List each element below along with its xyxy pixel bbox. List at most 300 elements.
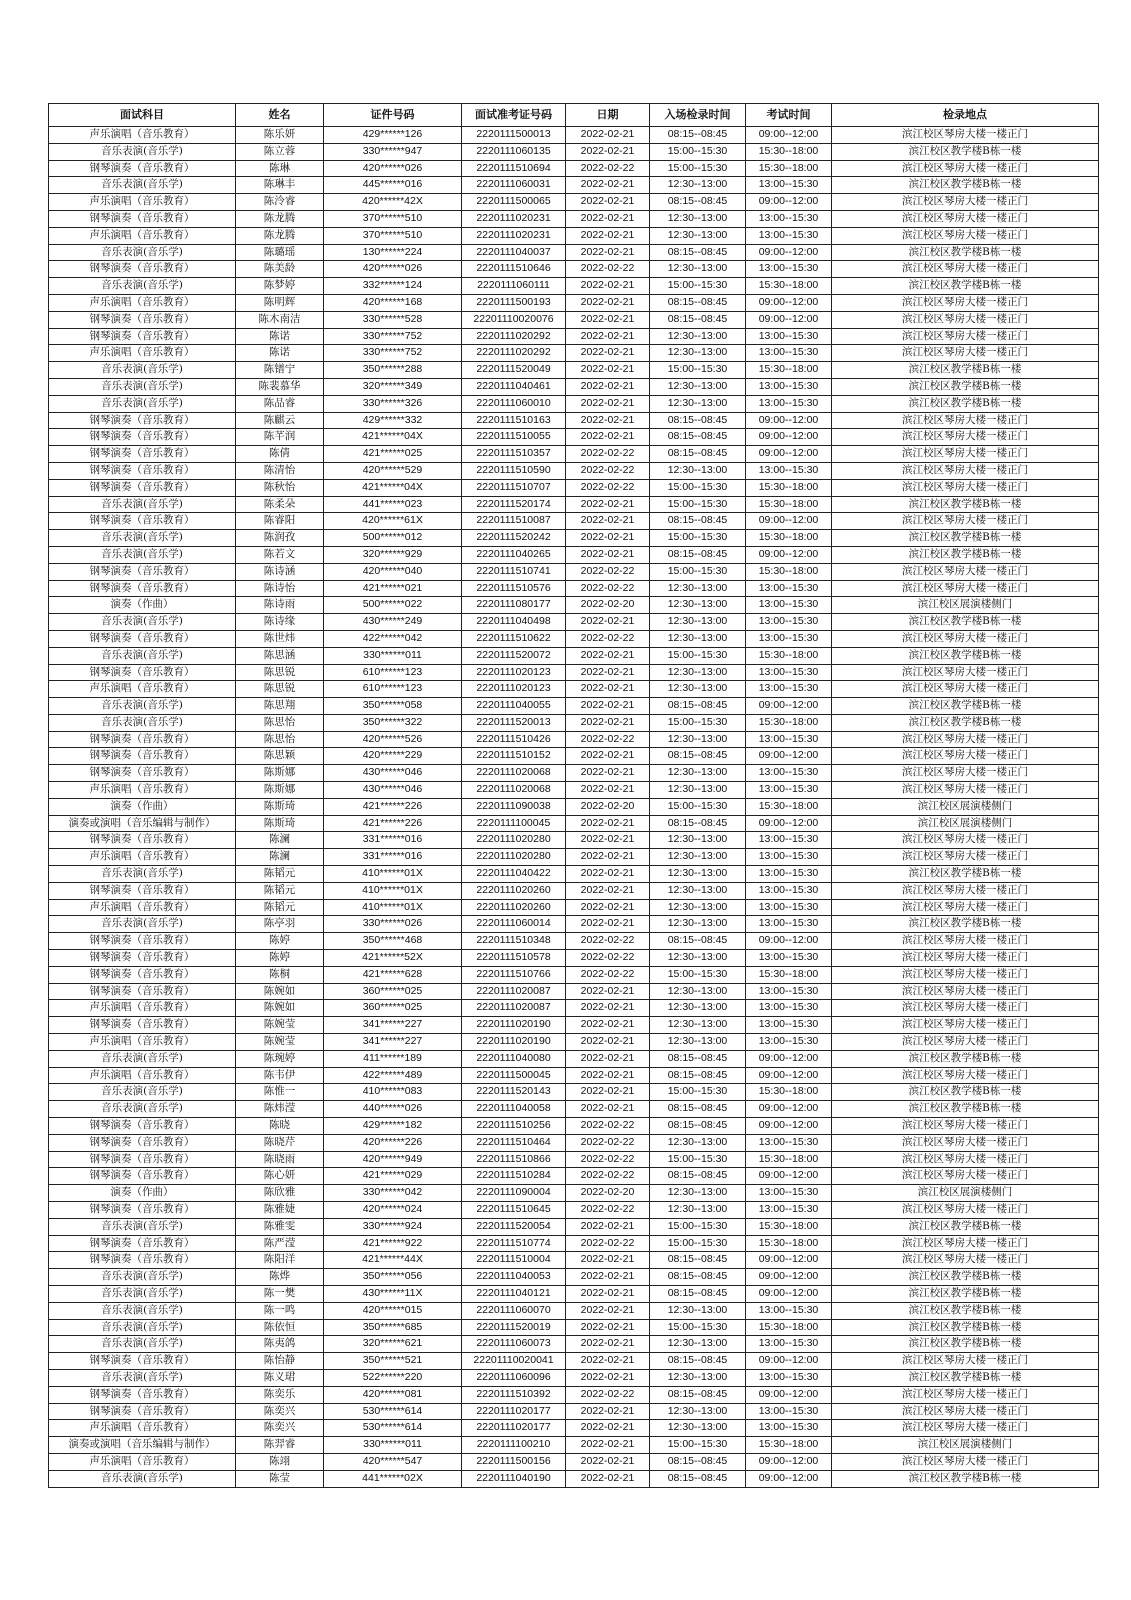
cell-checkin-time: 12:30--13:00 [650, 1369, 746, 1386]
cell-id-number: 360******025 [324, 1000, 462, 1017]
table-row [49, 194, 1099, 211]
cell-name: 陈乐妍 [236, 127, 324, 144]
cell-subject: 钢琴演奏（音乐教育） [49, 664, 236, 681]
cell-checkin-time: 12:30--13:00 [650, 1034, 746, 1051]
col-name: 姓名 [236, 104, 324, 127]
cell-location: 滨江校区琴房大楼一楼正门 [832, 681, 1099, 698]
cell-name: 陈澜 [236, 849, 324, 866]
cell-date: 2022-02-22 [566, 630, 650, 647]
cell-checkin-time: 15:00--15:30 [650, 143, 746, 160]
cell-name: 陈思怡 [236, 731, 324, 748]
table-row [49, 815, 1099, 832]
cell-id-number: 360******025 [324, 983, 462, 1000]
cell-ticket-number: 2220111060010 [462, 395, 566, 412]
cell-id-number: 350******288 [324, 362, 462, 379]
cell-checkin-time: 15:00--15:30 [650, 530, 746, 547]
cell-ticket-number: 2220111520019 [462, 1319, 566, 1336]
cell-checkin-time: 08:15--08:45 [650, 1353, 746, 1370]
cell-date: 2022-02-21 [566, 1420, 650, 1437]
cell-checkin-time: 12:30--13:00 [650, 630, 746, 647]
cell-exam-time: 15:30--18:00 [746, 647, 832, 664]
table-row [49, 1151, 1099, 1168]
cell-location: 滨江校区教学楼B栋一楼 [832, 496, 1099, 513]
cell-ticket-number: 2220111020190 [462, 1017, 566, 1034]
cell-name: 陈梦婷 [236, 278, 324, 295]
cell-date: 2022-02-21 [566, 143, 650, 160]
cell-ticket-number: 2220111510426 [462, 731, 566, 748]
cell-subject: 音乐表演(音乐学) [49, 362, 236, 379]
cell-name: 陈龙腾 [236, 210, 324, 227]
cell-ticket-number: 2220111510163 [462, 412, 566, 429]
cell-name: 陈品睿 [236, 395, 324, 412]
cell-name: 陈倩 [236, 446, 324, 463]
cell-date: 2022-02-21 [566, 244, 650, 261]
cell-location: 滨江校区琴房大楼一楼正门 [832, 127, 1099, 144]
cell-location: 滨江校区教学楼B栋一楼 [832, 698, 1099, 715]
cell-name: 陈斯娜 [236, 765, 324, 782]
cell-location: 滨江校区琴房大楼一楼正门 [832, 882, 1099, 899]
cell-location: 滨江校区展演楼侧门 [832, 1437, 1099, 1454]
cell-date: 2022-02-21 [566, 378, 650, 395]
cell-date: 2022-02-21 [566, 278, 650, 295]
cell-exam-time: 09:00--12:00 [746, 1269, 832, 1286]
cell-date: 2022-02-21 [566, 546, 650, 563]
cell-exam-time: 13:00--15:30 [746, 597, 832, 614]
cell-exam-time: 13:00--15:30 [746, 832, 832, 849]
cell-location: 滨江校区教学楼B栋一楼 [832, 143, 1099, 160]
cell-location: 滨江校区琴房大楼一楼正门 [832, 261, 1099, 278]
cell-subject: 声乐演唱（音乐教育） [49, 345, 236, 362]
cell-subject: 钢琴演奏（音乐教育） [49, 210, 236, 227]
cell-exam-time: 13:00--15:30 [746, 681, 832, 698]
cell-checkin-time: 15:00--15:30 [650, 714, 746, 731]
cell-subject: 音乐表演(音乐学) [49, 714, 236, 731]
cell-subject: 音乐表演(音乐学) [49, 1369, 236, 1386]
cell-ticket-number: 2220111020292 [462, 345, 566, 362]
cell-name: 陈亭羽 [236, 916, 324, 933]
cell-ticket-number: 22201110020041 [462, 1353, 566, 1370]
cell-subject: 钢琴演奏（音乐教育） [49, 513, 236, 530]
cell-subject: 音乐表演(音乐学) [49, 1269, 236, 1286]
cell-date: 2022-02-21 [566, 227, 650, 244]
cell-location: 滨江校区教学楼B栋一楼 [832, 1285, 1099, 1302]
cell-id-number: 350******322 [324, 714, 462, 731]
table-row [49, 681, 1099, 698]
cell-exam-time: 15:30--18:00 [746, 160, 832, 177]
cell-exam-time: 15:30--18:00 [746, 496, 832, 513]
cell-ticket-number: 2220111020280 [462, 832, 566, 849]
cell-exam-time: 09:00--12:00 [746, 748, 832, 765]
cell-location: 滨江校区教学楼B栋一楼 [832, 866, 1099, 883]
cell-exam-time: 09:00--12:00 [746, 1453, 832, 1470]
cell-date: 2022-02-20 [566, 798, 650, 815]
cell-location: 滨江校区琴房大楼一楼正门 [832, 429, 1099, 446]
cell-date: 2022-02-21 [566, 362, 650, 379]
cell-subject: 演奏或演唱（音乐编辑与制作） [49, 1437, 236, 1454]
cell-subject: 钢琴演奏（音乐教育） [49, 160, 236, 177]
cell-ticket-number: 2220111020280 [462, 849, 566, 866]
table-row [49, 546, 1099, 563]
cell-location: 滨江校区琴房大楼一楼正门 [832, 311, 1099, 328]
cell-checkin-time: 08:15--08:45 [650, 1453, 746, 1470]
cell-subject: 音乐表演(音乐学) [49, 1470, 236, 1487]
cell-id-number: 420******529 [324, 462, 462, 479]
cell-exam-time: 09:00--12:00 [746, 1353, 832, 1370]
cell-id-number: 430******249 [324, 614, 462, 631]
cell-ticket-number: 2220111520072 [462, 647, 566, 664]
cell-date: 2022-02-21 [566, 1403, 650, 1420]
cell-checkin-time: 08:15--08:45 [650, 412, 746, 429]
cell-name: 陈婷 [236, 933, 324, 950]
cell-location: 滨江校区琴房大楼一楼正门 [832, 294, 1099, 311]
cell-ticket-number: 2220111040422 [462, 866, 566, 883]
cell-date: 2022-02-21 [566, 1285, 650, 1302]
cell-location: 滨江校区琴房大楼一楼正门 [832, 748, 1099, 765]
cell-checkin-time: 12:30--13:00 [650, 580, 746, 597]
cell-checkin-time: 12:30--13:00 [650, 1017, 746, 1034]
cell-id-number: 610******123 [324, 681, 462, 698]
table-row [49, 933, 1099, 950]
cell-location: 滨江校区教学楼B栋一楼 [832, 362, 1099, 379]
cell-id-number: 420******949 [324, 1151, 462, 1168]
cell-ticket-number: 2220111510464 [462, 1134, 566, 1151]
cell-exam-time: 15:30--18:00 [746, 530, 832, 547]
cell-checkin-time: 12:30--13:00 [650, 1185, 746, 1202]
cell-ticket-number: 2220111500013 [462, 127, 566, 144]
cell-ticket-number: 2220111040265 [462, 546, 566, 563]
cell-exam-time: 09:00--12:00 [746, 1386, 832, 1403]
cell-checkin-time: 15:00--15:30 [650, 496, 746, 513]
cell-ticket-number: 2220111510707 [462, 479, 566, 496]
cell-exam-time: 09:00--12:00 [746, 698, 832, 715]
cell-exam-time: 09:00--12:00 [746, 446, 832, 463]
cell-name: 陈木南洁 [236, 311, 324, 328]
cell-checkin-time: 08:15--08:45 [650, 1101, 746, 1118]
cell-exam-time: 13:00--15:30 [746, 580, 832, 597]
cell-location: 滨江校区教学楼B栋一楼 [832, 1101, 1099, 1118]
cell-id-number: 410******01X [324, 866, 462, 883]
cell-subject: 钢琴演奏（音乐教育） [49, 1134, 236, 1151]
cell-exam-time: 13:00--15:30 [746, 1420, 832, 1437]
cell-subject: 音乐表演(音乐学) [49, 496, 236, 513]
table-row [49, 1437, 1099, 1454]
cell-name: 陈润孜 [236, 530, 324, 547]
cell-ticket-number: 2220111020123 [462, 664, 566, 681]
table-row [49, 378, 1099, 395]
cell-id-number: 522******220 [324, 1369, 462, 1386]
cell-id-number: 421******025 [324, 446, 462, 463]
cell-exam-time: 09:00--12:00 [746, 1050, 832, 1067]
cell-name: 陈心妍 [236, 1168, 324, 1185]
cell-checkin-time: 08:15--08:45 [650, 1269, 746, 1286]
cell-ticket-number: 2220111020260 [462, 899, 566, 916]
cell-checkin-time: 12:30--13:00 [650, 664, 746, 681]
cell-subject: 钢琴演奏（音乐教育） [49, 966, 236, 983]
cell-date: 2022-02-22 [566, 1151, 650, 1168]
cell-date: 2022-02-21 [566, 1101, 650, 1118]
cell-location: 滨江校区琴房大楼一楼正门 [832, 849, 1099, 866]
cell-location: 滨江校区琴房大楼一楼正门 [832, 950, 1099, 967]
cell-subject: 演奏或演唱（音乐编辑与制作） [49, 815, 236, 832]
cell-location: 滨江校区教学楼B栋一楼 [832, 916, 1099, 933]
cell-id-number: 370******510 [324, 227, 462, 244]
cell-subject: 音乐表演(音乐学) [49, 698, 236, 715]
cell-ticket-number: 2220111510392 [462, 1386, 566, 1403]
cell-location: 滨江校区琴房大楼一楼正门 [832, 462, 1099, 479]
cell-date: 2022-02-21 [566, 765, 650, 782]
table-row [49, 1252, 1099, 1269]
table-row [49, 1050, 1099, 1067]
cell-location: 滨江校区展演楼侧门 [832, 597, 1099, 614]
cell-name: 陈婉莹 [236, 1017, 324, 1034]
cell-id-number: 420******026 [324, 261, 462, 278]
cell-id-number: 350******521 [324, 1353, 462, 1370]
cell-location: 滨江校区琴房大楼一楼正门 [832, 933, 1099, 950]
cell-ticket-number: 2220111020292 [462, 328, 566, 345]
cell-id-number: 420******040 [324, 563, 462, 580]
cell-exam-time: 09:00--12:00 [746, 546, 832, 563]
cell-id-number: 422******042 [324, 630, 462, 647]
cell-date: 2022-02-21 [566, 1470, 650, 1487]
cell-id-number: 441******023 [324, 496, 462, 513]
cell-ticket-number: 2220111060014 [462, 916, 566, 933]
cell-subject: 音乐表演(音乐学) [49, 1336, 236, 1353]
cell-id-number: 350******058 [324, 698, 462, 715]
table-row [49, 580, 1099, 597]
cell-id-number: 421******021 [324, 580, 462, 597]
cell-location: 滨江校区琴房大楼一楼正门 [832, 345, 1099, 362]
cell-checkin-time: 12:30--13:00 [650, 899, 746, 916]
cell-name: 陈睿阳 [236, 513, 324, 530]
cell-ticket-number: 2220111510622 [462, 630, 566, 647]
cell-ticket-number: 2220111520049 [462, 362, 566, 379]
cell-ticket-number: 2220111510055 [462, 429, 566, 446]
cell-date: 2022-02-21 [566, 311, 650, 328]
cell-date: 2022-02-21 [566, 496, 650, 513]
cell-ticket-number: 2220111020087 [462, 1000, 566, 1017]
cell-subject: 钢琴演奏（音乐教育） [49, 429, 236, 446]
cell-name: 陈婉如 [236, 983, 324, 1000]
cell-checkin-time: 12:30--13:00 [650, 1134, 746, 1151]
cell-checkin-time: 12:30--13:00 [650, 1420, 746, 1437]
cell-exam-time: 15:30--18:00 [746, 966, 832, 983]
cell-checkin-time: 12:30--13:00 [650, 1336, 746, 1353]
cell-id-number: 420******547 [324, 1453, 462, 1470]
cell-subject: 钢琴演奏（音乐教育） [49, 580, 236, 597]
cell-ticket-number: 2220111020260 [462, 882, 566, 899]
cell-id-number: 421******52X [324, 950, 462, 967]
cell-name: 陈阳洋 [236, 1252, 324, 1269]
cell-location: 滨江校区琴房大楼一楼正门 [832, 328, 1099, 345]
cell-exam-time: 13:00--15:30 [746, 950, 832, 967]
table-row [49, 698, 1099, 715]
cell-checkin-time: 12:30--13:00 [650, 866, 746, 883]
cell-ticket-number: 2220111060096 [462, 1369, 566, 1386]
cell-ticket-number: 2220111510646 [462, 261, 566, 278]
cell-location: 滨江校区教学楼B栋一楼 [832, 1302, 1099, 1319]
cell-id-number: 530******614 [324, 1420, 462, 1437]
cell-checkin-time: 08:15--08:45 [650, 1050, 746, 1067]
cell-location: 滨江校区琴房大楼一楼正门 [832, 227, 1099, 244]
table-row [49, 1386, 1099, 1403]
cell-exam-time: 09:00--12:00 [746, 815, 832, 832]
cell-subject: 钢琴演奏（音乐教育） [49, 1151, 236, 1168]
cell-date: 2022-02-21 [566, 194, 650, 211]
table-row [49, 294, 1099, 311]
cell-date: 2022-02-22 [566, 160, 650, 177]
cell-checkin-time: 12:30--13:00 [650, 1202, 746, 1219]
cell-exam-time: 15:30--18:00 [746, 1437, 832, 1454]
table-row [49, 563, 1099, 580]
cell-id-number: 430******046 [324, 782, 462, 799]
cell-checkin-time: 12:30--13:00 [650, 1403, 746, 1420]
table-row [49, 748, 1099, 765]
cell-date: 2022-02-22 [566, 1118, 650, 1135]
cell-location: 滨江校区教学楼B栋一楼 [832, 546, 1099, 563]
cell-location: 滨江校区教学楼B栋一楼 [832, 1369, 1099, 1386]
cell-location: 滨江校区教学楼B栋一楼 [832, 278, 1099, 295]
cell-id-number: 429******126 [324, 127, 462, 144]
cell-ticket-number: 2220111020231 [462, 210, 566, 227]
cell-ticket-number: 2220111500193 [462, 294, 566, 311]
cell-location: 滨江校区琴房大楼一楼正门 [832, 563, 1099, 580]
cell-name: 陈世炜 [236, 630, 324, 647]
cell-name: 陈思怡 [236, 714, 324, 731]
cell-location: 滨江校区展演楼侧门 [832, 798, 1099, 815]
cell-ticket-number: 2220111510694 [462, 160, 566, 177]
cell-location: 滨江校区琴房大楼一楼正门 [832, 1134, 1099, 1151]
cell-subject: 钢琴演奏（音乐教育） [49, 563, 236, 580]
cell-date: 2022-02-22 [566, 731, 650, 748]
cell-id-number: 350******685 [324, 1319, 462, 1336]
cell-checkin-time: 15:00--15:30 [650, 1437, 746, 1454]
table-row [49, 849, 1099, 866]
cell-date: 2022-02-22 [566, 950, 650, 967]
cell-name: 陈璐瑶 [236, 244, 324, 261]
cell-location: 滨江校区琴房大楼一楼正门 [832, 1403, 1099, 1420]
cell-date: 2022-02-21 [566, 1336, 650, 1353]
cell-name: 陈惟一 [236, 1084, 324, 1101]
cell-exam-time: 13:00--15:30 [746, 782, 832, 799]
cell-ticket-number: 2220111060111 [462, 278, 566, 295]
cell-subject: 音乐表演(音乐学) [49, 1319, 236, 1336]
cell-ticket-number: 2220111510256 [462, 1118, 566, 1135]
cell-id-number: 420******026 [324, 160, 462, 177]
cell-id-number: 420******168 [324, 294, 462, 311]
cell-checkin-time: 12:30--13:00 [650, 765, 746, 782]
cell-subject: 音乐表演(音乐学) [49, 614, 236, 631]
cell-ticket-number: 2220111020177 [462, 1403, 566, 1420]
cell-date: 2022-02-22 [566, 1168, 650, 1185]
cell-location: 滨江校区教学楼B栋一楼 [832, 1050, 1099, 1067]
cell-subject: 音乐表演(音乐学) [49, 1285, 236, 1302]
cell-date: 2022-02-21 [566, 681, 650, 698]
cell-subject: 钢琴演奏（音乐教育） [49, 765, 236, 782]
cell-subject: 声乐演唱（音乐教育） [49, 294, 236, 311]
cell-ticket-number: 2220111510357 [462, 446, 566, 463]
cell-date: 2022-02-21 [566, 395, 650, 412]
cell-id-number: 370******510 [324, 210, 462, 227]
cell-subject: 钢琴演奏（音乐教育） [49, 950, 236, 967]
cell-location: 滨江校区琴房大楼一楼正门 [832, 782, 1099, 799]
cell-id-number: 341******227 [324, 1017, 462, 1034]
cell-location: 滨江校区教学楼B栋一楼 [832, 1084, 1099, 1101]
cell-id-number: 421******922 [324, 1235, 462, 1252]
cell-checkin-time: 15:00--15:30 [650, 647, 746, 664]
cell-exam-time: 09:00--12:00 [746, 244, 832, 261]
cell-name: 陈晓雨 [236, 1151, 324, 1168]
cell-id-number: 410******01X [324, 899, 462, 916]
cell-subject: 钢琴演奏（音乐教育） [49, 1118, 236, 1135]
cell-date: 2022-02-21 [566, 127, 650, 144]
cell-name: 陈镨宁 [236, 362, 324, 379]
table-row [49, 513, 1099, 530]
cell-location: 滨江校区琴房大楼一楼正门 [832, 1386, 1099, 1403]
cell-name: 陈夷鸽 [236, 1336, 324, 1353]
cell-id-number: 420******229 [324, 748, 462, 765]
cell-name: 陈思锐 [236, 664, 324, 681]
cell-location: 滨江校区琴房大楼一楼正门 [832, 1067, 1099, 1084]
table-row [49, 479, 1099, 496]
table-row [49, 1101, 1099, 1118]
table-row [49, 1118, 1099, 1135]
cell-ticket-number: 2220111020231 [462, 227, 566, 244]
cell-name: 陈婉莹 [236, 1034, 324, 1051]
cell-name: 陈斯琦 [236, 798, 324, 815]
cell-date: 2022-02-21 [566, 1218, 650, 1235]
cell-exam-time: 15:30--18:00 [746, 798, 832, 815]
cell-exam-time: 13:00--15:30 [746, 882, 832, 899]
cell-ticket-number: 2220111090004 [462, 1185, 566, 1202]
cell-subject: 声乐演唱（音乐教育） [49, 849, 236, 866]
cell-ticket-number: 2220111040055 [462, 698, 566, 715]
cell-location: 滨江校区教学楼B栋一楼 [832, 647, 1099, 664]
cell-checkin-time: 12:30--13:00 [650, 832, 746, 849]
cell-location: 滨江校区教学楼B栋一楼 [832, 1269, 1099, 1286]
cell-location: 滨江校区琴房大楼一楼正门 [832, 899, 1099, 916]
cell-name: 陈韬元 [236, 899, 324, 916]
table-row [49, 614, 1099, 631]
cell-checkin-time: 15:00--15:30 [650, 1235, 746, 1252]
cell-exam-time: 13:00--15:30 [746, 210, 832, 227]
table-row [49, 1000, 1099, 1017]
cell-name: 陈奕乐 [236, 1386, 324, 1403]
cell-checkin-time: 12:30--13:00 [650, 328, 746, 345]
cell-ticket-number: 2220111520013 [462, 714, 566, 731]
cell-ticket-number: 2220111510866 [462, 1151, 566, 1168]
cell-date: 2022-02-21 [566, 647, 650, 664]
cell-subject: 演奏（作曲） [49, 597, 236, 614]
cell-exam-time: 09:00--12:00 [746, 294, 832, 311]
cell-date: 2022-02-21 [566, 1050, 650, 1067]
cell-name: 陈晓 [236, 1118, 324, 1135]
cell-date: 2022-02-22 [566, 1202, 650, 1219]
cell-location: 滨江校区琴房大楼一楼正门 [832, 1168, 1099, 1185]
cell-location: 滨江校区琴房大楼一楼正门 [832, 1151, 1099, 1168]
cell-location: 滨江校区琴房大楼一楼正门 [832, 1453, 1099, 1470]
cell-date: 2022-02-22 [566, 261, 650, 278]
cell-checkin-time: 12:30--13:00 [650, 916, 746, 933]
cell-exam-time: 09:00--12:00 [746, 127, 832, 144]
table-row [49, 1235, 1099, 1252]
cell-checkin-time: 12:30--13:00 [650, 210, 746, 227]
cell-name: 陈诺 [236, 345, 324, 362]
cell-checkin-time: 12:30--13:00 [650, 597, 746, 614]
cell-subject: 声乐演唱（音乐教育） [49, 1067, 236, 1084]
table-row [49, 1269, 1099, 1286]
cell-checkin-time: 12:30--13:00 [650, 614, 746, 631]
cell-name: 陈柔朵 [236, 496, 324, 513]
